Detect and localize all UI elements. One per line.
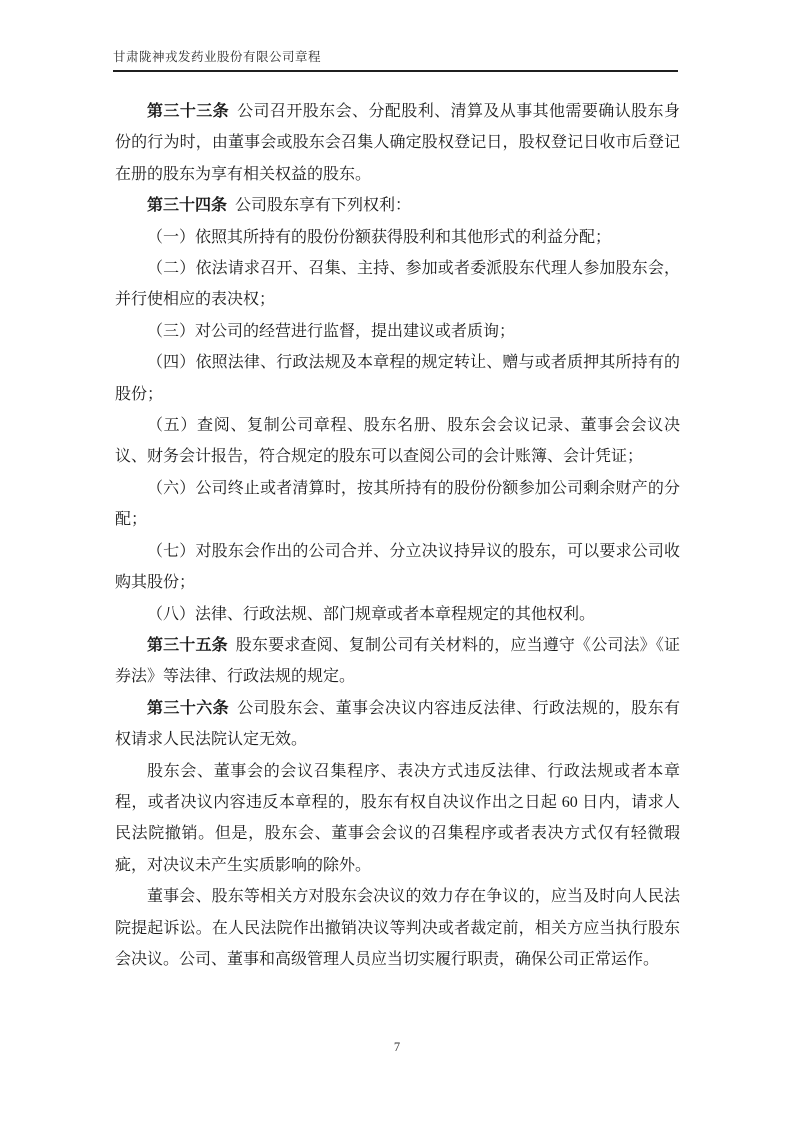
paragraph-item-1	[115, 222, 680, 253]
paragraph-text: （一）依照其所持有的股份份额获得股利和其他形式的利益分配；	[147, 228, 612, 246]
paragraph-text: 公司召开股东会、分配股利、清算及从事其他需要确认股东身份的行为时，由董事会或股东会召集人确定股权登记日，股权登记日收市后登记在册的股东为享有相关权益的股东。	[115, 103, 680, 183]
page-footer	[0, 1038, 794, 1056]
paragraph-article-35	[115, 630, 680, 693]
page-header	[113, 47, 678, 72]
paragraph-item-2	[115, 253, 680, 316]
paragraph-item-6	[115, 473, 680, 536]
paragraph-item-5	[115, 410, 680, 473]
article-number: 第三十四条	[147, 197, 228, 215]
paragraph-article-33	[115, 96, 680, 190]
paragraph-article-34	[115, 190, 680, 221]
paragraph-text: （二）依法请求召开、召集、主持、参加或者委派股东代理人参加股东会，并行使相应的表决权；	[115, 260, 680, 309]
paragraph-item-8	[115, 599, 680, 630]
paragraph-article-36	[115, 693, 680, 756]
article-number: 第三十三条	[147, 103, 230, 120]
header-title: 甘肃陇神戎发药业股份有限公司章程	[113, 50, 322, 64]
document-body	[115, 96, 680, 975]
paragraph-text: （四）依照法律、行政法规及本章程的规定转让、赠与或者质押其所持有的股份；	[115, 354, 680, 403]
paragraph-body	[115, 756, 680, 882]
page-number: 7	[393, 1040, 401, 1054]
paragraph-text: （六）公司终止或者清算时，按其所持有的股份份额参加公司剩余财产的分配；	[115, 479, 680, 529]
paragraph-item-4	[115, 347, 680, 410]
paragraph-text: 董事会、股东等相关方对股东会决议的效力存在争议的，应当及时向人民法院提起诉讼。在人民法院作出撤销决议等判决或者裁定前，相关方应当执行股东会决议。公司、董事和高级管理人员应当切实履行职责，确保公司正常运作。	[115, 888, 680, 968]
paragraph-text: （五）查阅、复制公司章程、股东名册、股东会会议记录、董事会会议决议、财务会计报告，符合规定的股东可以查阅公司的会计账簿、会计凭证；	[115, 417, 680, 466]
paragraph-text: 公司股东会、董事会决议内容违反法律、行政法规的，股东有权请求人民法院认定无效。	[115, 699, 680, 749]
paragraph-text: 股东要求查阅、复制公司有关材料的，应当遵守《公司法》《证券法》等法律、行政法规的规定。	[115, 636, 680, 686]
paragraph-text: （三）对公司的经营进行监督，提出建议或者质询；	[147, 322, 516, 340]
paragraph-text: 股东会、董事会的会议召集程序、表决方式违反法律、行政法规或者本章程，或者决议内容违反本章程的，股东有权自决议作出之日起 60 日内，请求人民法院撤销。但是，股东会、董事会会议的召集程序或者表决方式仅有轻微瑕疵，对决议未产生实质影响的除外。	[115, 762, 680, 874]
paragraph-item-3	[115, 316, 680, 347]
paragraph-text: 公司股东享有下列权利：	[235, 197, 412, 215]
paragraph-body	[115, 881, 680, 975]
paragraph-text: （八）法律、行政法规、部门规章或者本章程规定的其他权利。	[147, 605, 596, 623]
article-number: 第三十五条	[147, 636, 228, 654]
paragraph-text: （七）对股东会作出的公司合并、分立决议持异议的股东，可以要求公司收购其股份；	[115, 542, 680, 592]
article-number: 第三十六条	[147, 699, 230, 717]
paragraph-item-7	[115, 536, 680, 599]
